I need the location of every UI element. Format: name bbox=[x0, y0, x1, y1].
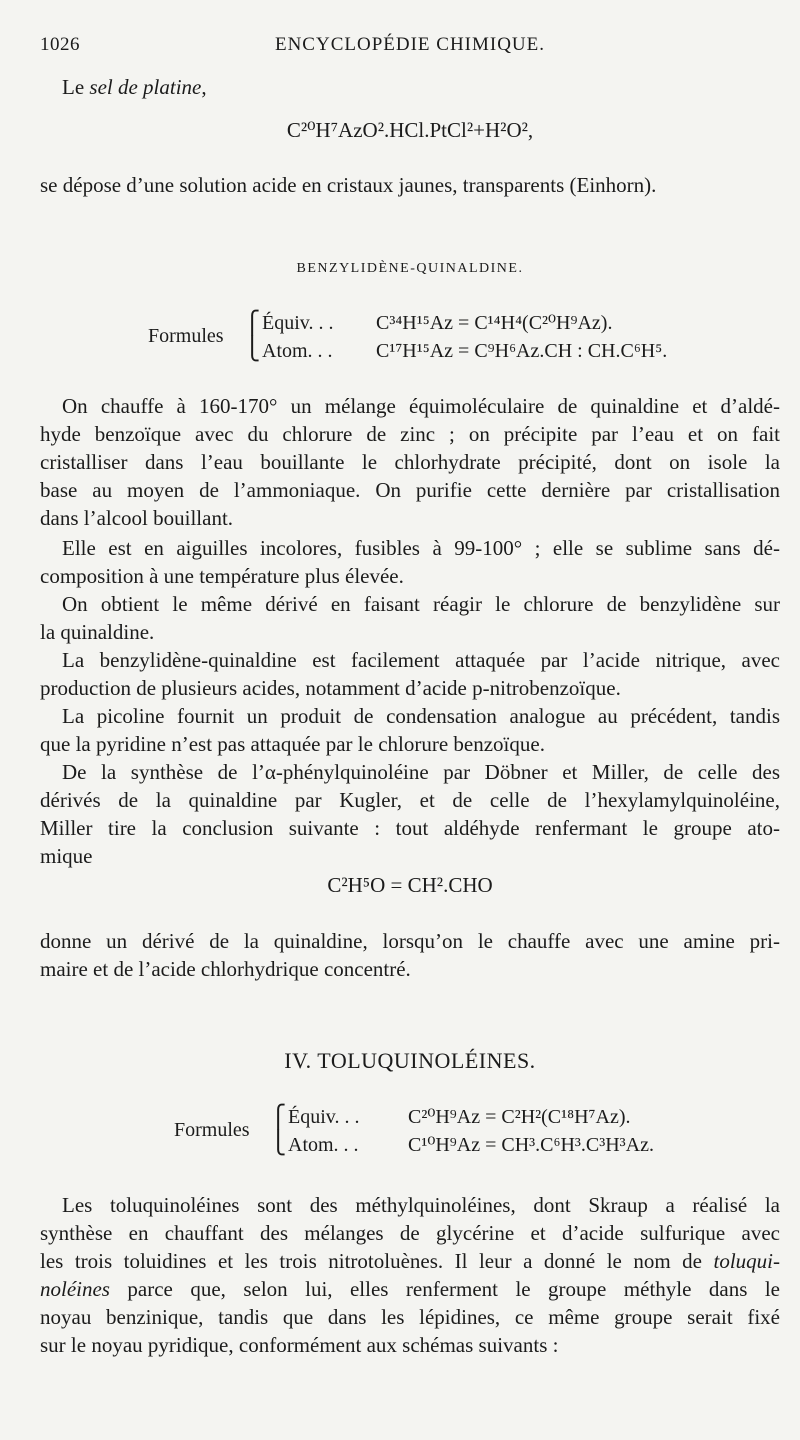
p4-line-2: production de plusieurs acides, notamment d’acide p-nitrobenzoïque. bbox=[40, 676, 621, 700]
p6-line-4: mique bbox=[40, 844, 93, 868]
equiv-label-2: Équiv. . . bbox=[288, 1106, 360, 1128]
atom-formula: C¹⁷H¹⁵Az = C⁹H⁶Az.CH : CH.C⁶H⁵. bbox=[376, 340, 668, 362]
p1-line-5: dans l’alcool bouillant. bbox=[40, 506, 234, 530]
brace-bottom-2: ⎩ bbox=[270, 1130, 287, 1155]
p6-line-2: dérivés de la quinaldine par Kugler, et de celle de l’hexylamylquinoléine, bbox=[40, 788, 780, 812]
formula-ch2-cho: C²H⁵O = CH².CHO bbox=[327, 873, 493, 897]
p3-line-1: On obtient le même dérivé en faisant réagir le chlorure de benzylidène sur bbox=[62, 592, 780, 616]
section-heading-benzylidene: BENZYLIDÈNE-QUINALDINE. bbox=[296, 261, 524, 276]
p1-line-1: On chauffe à 160-170° un mélange équimoléculaire de quinaldine et d’aldé- bbox=[62, 394, 780, 418]
tq-line-3 bbox=[40, 1248, 780, 1274]
intro-formula: C²⁰H⁷AzO².HCl.PtCl²+H²O², bbox=[286, 118, 534, 142]
tq-line-1: Les toluquinoléines sont des méthylquinoléines, dont Skraup a réalisé la bbox=[62, 1193, 780, 1217]
p4-line-1: La benzylidène-quinaldine est facilement attaquée par l’acide nitrique, avec bbox=[62, 648, 780, 672]
atom-formula-2: C¹⁰H⁹Az = CH³.C⁶H³.C³H³Az. bbox=[408, 1134, 654, 1156]
p1-line-3: cristalliser dans l’eau bouillante le chlorhydrate précipité, dont on isole la bbox=[40, 450, 780, 474]
formulas-label-2: Formules bbox=[174, 1119, 250, 1141]
intro-lead-line bbox=[62, 74, 207, 100]
p1-line-4: base au moyen de l’ammoniaque. On purifie cette dernière par cristallisation bbox=[40, 478, 780, 502]
formulas-block-toluquinoleines bbox=[174, 1104, 694, 1158]
intro-lead-italic: sel de platine bbox=[89, 75, 202, 99]
p5-line-1: La picoline fournit un produit de condensation analogue au précédent, tandis bbox=[62, 704, 780, 728]
p1-line-2: hyde benzoïque avec du chlorure de zinc ; on précipite par l’eau et on fait bbox=[40, 422, 780, 446]
p6-line-1: De la synthèse de l’α-phénylquinoléine par Döbner et Miller, de celle des bbox=[62, 760, 780, 784]
tq-line-2: synthèse en chauffant des mélanges de glycérine et d’acide sulfurique avec bbox=[40, 1221, 780, 1245]
brace-top-2: ⎧ bbox=[270, 1104, 287, 1129]
atom-label-2: Atom. . . bbox=[288, 1134, 359, 1156]
tq-italic-term-start: toluqui- bbox=[713, 1249, 780, 1273]
formulas-block-benzylidene bbox=[148, 310, 708, 364]
p5-line-2: que la pyridine n’est pas attaquée par le chlorure benzoïque. bbox=[40, 732, 545, 756]
p6-line-3: Miller tire la conclusion suivante : tout aldéhyde renfermant le groupe ato- bbox=[40, 816, 780, 840]
p2-line-2: composition à une température plus élevée. bbox=[40, 564, 404, 588]
intro-lead-end: , bbox=[201, 75, 207, 99]
atom-label: Atom. . . bbox=[262, 340, 333, 362]
running-title: ENCYCLOPÉDIE CHIMIQUE. bbox=[274, 34, 546, 55]
p2-line-1: Elle est en aiguilles incolores, fusibles à 99-100° ; elle se sublime sans dé- bbox=[62, 536, 780, 560]
equiv-formula-2: C²⁰H⁹Az = C²H²(C¹⁸H⁷Az). bbox=[408, 1106, 631, 1128]
section-heading-toluquinoleines: IV. TOLUQUINOLÉINES. bbox=[284, 1048, 536, 1073]
tq-line-4-text: parce que, selon lui, elles renferment le groupe méthyle dans le bbox=[109, 1277, 780, 1301]
tq-line-4 bbox=[40, 1276, 780, 1302]
intro-lead: Le bbox=[62, 75, 90, 99]
page-number: 1026 bbox=[40, 34, 80, 55]
equiv-formula: C³⁴H¹⁵Az = C¹⁴H⁴(C²⁰H⁹Az). bbox=[376, 312, 613, 334]
tq-italic-term-end: noléines bbox=[40, 1277, 110, 1301]
intro-line: se dépose d’une solution acide en cristaux jaunes, transparents (Einhorn). bbox=[40, 173, 657, 197]
formulas-label: Formules bbox=[148, 325, 224, 347]
p7-line-1: donne un dérivé de la quinaldine, lorsqu’on le chauffe avec une amine pri- bbox=[40, 929, 780, 953]
brace-bottom: ⎩ bbox=[244, 336, 261, 361]
p7-line-2: maire et de l’acide chlorhydrique concentré. bbox=[40, 957, 411, 981]
tq-line-6: sur le noyau pyridique, conformément aux schémas suivants : bbox=[40, 1333, 559, 1357]
tq-line-3-text: les trois toluidines et les trois nitrotoluènes. Il leur a donné le nom de bbox=[40, 1249, 714, 1273]
equiv-label: Équiv. . . bbox=[262, 312, 334, 334]
tq-line-5: noyau benzinique, tandis que dans les lépidines, ce même groupe serait fixé bbox=[40, 1305, 780, 1329]
brace-top: ⎧ bbox=[244, 310, 261, 335]
p3-line-2: la quinaldine. bbox=[40, 620, 155, 644]
running-header bbox=[40, 34, 780, 58]
